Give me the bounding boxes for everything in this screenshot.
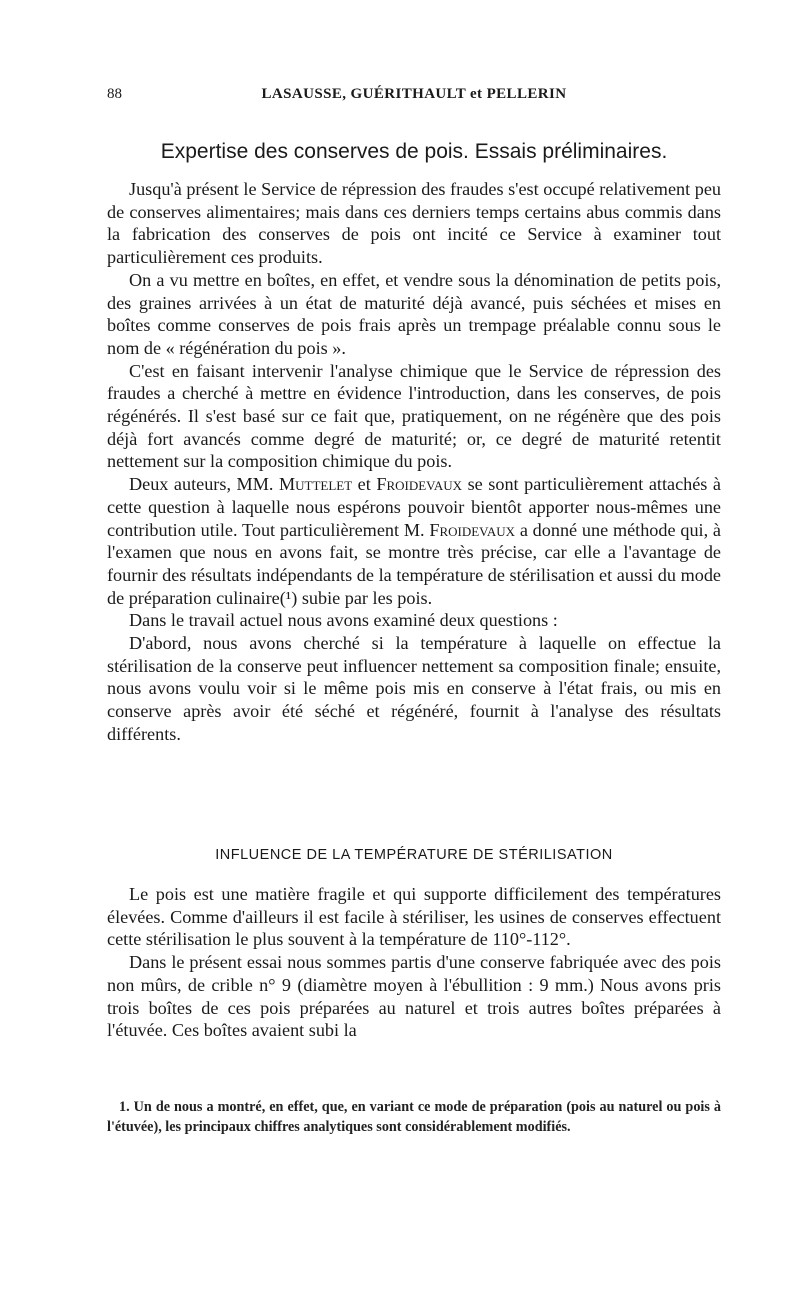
section-heading: INFLUENCE DE LA TEMPÉRATURE DE STÉRILISATION <box>215 847 613 863</box>
text-segment: subie par les pois. <box>297 587 433 608</box>
paragraph: D'abord, nous avons cherché si la température à laquelle on effectue la stérilisation de la conserve peut influencer nettement sa composition finale; ensuite, nous avons voulu voir si le même pois mis en conserve à l'état frais, ou mis en conserve après avoir été séché et régénéré, fournit à l'analyse des résultats différents. <box>107 633 721 744</box>
paragraph: Le pois est une matière fragile et qui supporte difficilement des températures élevées. Comme d'ailleurs il est facile à stériliser, les usines de conserves effectuent cette stérilisation le plus souvent à la température de 110°-112°. <box>107 884 721 950</box>
paragraph: C'est en faisant intervenir l'analyse chimique que le Service de répression des fraudes a cherché à mettre en évidence l'introduction, dans les conserves, de pois régénérés. Il s'est basé sur ce fait que, pratiquement, on ne régénère que des pois déjà fort avancés comme degré de maturité; or, ce degré de maturité retentit nettement sur la composition chimique du pois. <box>107 360 721 472</box>
running-title: LASAUSSE, GUÉRITHAULT et PELLERIN <box>261 86 567 102</box>
paragraph: On a vu mettre en boîtes, en effet, et vendre sous la dénomination de petits pois, des graines arrivées à un état de maturité déjà avancé, puis séchées et mises en boîtes comme conserves de pois frais après un trempage préalable connu sous le nom de « régénération du pois ». <box>107 269 721 358</box>
paragraph: Dans le travail actuel nous avons examiné deux questions : <box>129 610 558 631</box>
text-segment: et <box>352 474 377 495</box>
text-segment: se sont particulièrement attachés à cette question à laquelle nous espérons pouvoir bientôt apporter nous-mêmes une contribution utile. Tout particulièrement M. <box>107 474 721 540</box>
section-body <box>107 883 721 1042</box>
footnote <box>107 1097 721 1137</box>
footnote-marker: (¹) <box>279 587 298 608</box>
running-header <box>107 86 721 108</box>
article-body <box>107 178 721 746</box>
author-name: Froidevaux <box>429 519 516 540</box>
author-name: Muttelet <box>278 474 353 495</box>
paragraph: Dans le présent essai nous sommes partis d'une conserve fabriquée avec des pois non mûrs, de crible n° 9 (diamètre moyen à l'ébullition : 9 mm.) Nous avons pris trois boîtes de ces pois préparées au naturel et trois autres boîtes préparées à l'étuvée. Ces boîtes avaient subi la <box>107 952 721 1041</box>
author-name: Froidevaux <box>376 474 463 495</box>
paragraph: Jusqu'à présent le Service de répression des fraudes s'est occupé relativement peu de conserves alimentaires; mais dans ces derniers temps certains abus commis dans la fabrication des conserves de pois ont incité ce Service à examiner tout particulièrement ces produits. <box>107 179 721 268</box>
text-segment: a donné une méthode qui, à l'examen que nous en avons fait, se montre très précise, car elle a l'avantage de fournir des résultats indépendants de la température de stérilisation et aussi du mode de préparation culinaire <box>107 519 721 608</box>
footnote-text: 1. Un de nous a montré, en effet, que, en variant ce mode de préparation (pois au naturel ou pois à l'étuvée), les principaux chiffres analytiques sont considérablement modifiés. <box>107 1099 721 1135</box>
article-title: Expertise des conserves de pois. Essais préliminaires. <box>160 140 668 163</box>
text-segment: Deux auteurs, MM. <box>129 474 279 495</box>
paragraph <box>107 473 721 609</box>
page-number: 88 <box>107 86 122 102</box>
